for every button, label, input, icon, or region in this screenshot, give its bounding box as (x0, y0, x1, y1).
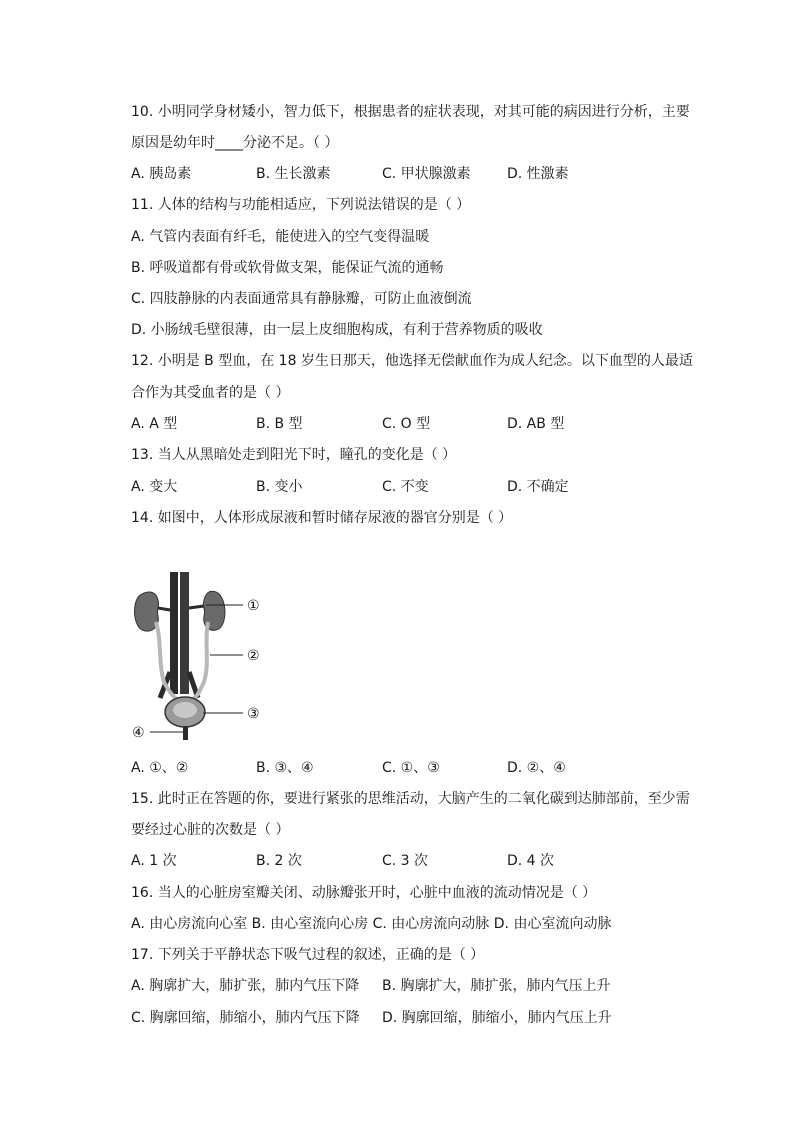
q10-options (131, 164, 651, 184)
figure-label-1: ① (247, 598, 260, 614)
q15-option-c[interactable]: C. 3 次 (382, 853, 429, 869)
q14-option-d[interactable]: D. ②、④ (507, 760, 566, 776)
q10-option-c[interactable]: C. 甲状腺激素 (382, 166, 471, 182)
q13-option-d[interactable]: D. 不确定 (507, 479, 569, 495)
q12-stem-line1: 12. 小明是 B 型血，在 18 岁生日那天，他选择无偿献血作为成人纪念。以下血型的人最适 (131, 353, 693, 369)
q17-option-d[interactable]: D. 胸廓回缩，肺缩小，肺内气压上升 (382, 1010, 612, 1026)
q15-option-b[interactable]: B. 2 次 (256, 853, 302, 869)
urethra-shape (183, 726, 188, 740)
q12-option-d[interactable]: D. AB 型 (507, 416, 565, 432)
q17-options-row2 (131, 1008, 651, 1028)
q11-option-a[interactable]: A. 气管内表面有纤毛，能使进入的空气变得温暖 (131, 229, 430, 245)
q11-option-d[interactable]: D. 小肠绒毛壁很薄，由一层上皮细胞构成，有利于营养物质的吸收 (131, 322, 543, 338)
q12-option-a[interactable]: A. A 型 (131, 416, 178, 432)
figure-label-3: ③ (247, 706, 260, 722)
q13-stem: 13. 当人从黑暗处走到阳光下时，瞳孔的变化是（ ） (131, 447, 457, 463)
q16-stem: 16. 当人的心脏房室瓣关闭、动脉瓣张开时，心脏中血液的流动情况是（ ） (131, 885, 597, 901)
q11-stem: 11. 人体的结构与功能相适应，下列说法错误的是（ ） (131, 197, 471, 213)
q17-option-a[interactable]: A. 胸廓扩大，肺扩张，肺内气压下降 (131, 978, 360, 994)
q13-option-a[interactable]: A. 变大 (131, 479, 178, 495)
q17-stem: 17. 下列关于平静状态下吸气过程的叙述，正确的是（ ） (131, 947, 485, 963)
q11-option-b[interactable]: B. 呼吸道都有骨或软骨做支架，能保证气流的通畅 (131, 260, 444, 276)
bladder-inner-shape (173, 702, 197, 718)
q15-stem-line2: 要经过心脏的次数是（ ） (131, 822, 290, 838)
q15-option-a[interactable]: A. 1 次 (131, 853, 177, 869)
q17-option-c[interactable]: C. 胸廓回缩，肺缩小，肺内气压下降 (131, 1010, 360, 1026)
q14-options (131, 758, 651, 778)
q14-option-a[interactable]: A. ①、② (131, 760, 189, 776)
urinary-system-figure (128, 572, 278, 744)
q10-stem-line1: 10. 小明同学身材矮小，智力低下，根据患者的症状表现，对其可能的病因进行分析，主要 (131, 104, 690, 120)
q17-option-b[interactable]: B. 胸廓扩大，肺扩张，肺内气压上升 (382, 978, 611, 994)
q10-option-d[interactable]: D. 性激素 (507, 166, 569, 182)
q17-options-row1 (131, 976, 651, 996)
q10-option-b[interactable]: B. 生长激素 (256, 166, 331, 182)
q10-stem-line2: 原因是幼年时____分泌不足。（ ） (131, 135, 339, 151)
figure-label-4: ④ (132, 725, 145, 741)
q15-option-d[interactable]: D. 4 次 (507, 853, 555, 869)
q15-options (131, 851, 651, 871)
q11-option-c[interactable]: C. 四肢静脉的内表面通常具有静脉瓣，可防止血液倒流 (131, 291, 472, 307)
q12-options (131, 414, 651, 434)
urinary-system-diagram (128, 572, 278, 744)
q12-stem-line2: 合作为其受血者的是（ ） (131, 385, 290, 401)
figure-label-2: ② (247, 648, 260, 664)
q14-option-c[interactable]: C. ①、③ (382, 760, 440, 776)
q13-option-b[interactable]: B. 变小 (256, 479, 303, 495)
q12-option-b[interactable]: B. B 型 (256, 416, 303, 432)
q10-option-a[interactable]: A. 胰岛素 (131, 166, 192, 182)
q16-options[interactable]: A. 由心房流向心室 B. 由心室流向心房 C. 由心房流向动脉 D. 由心室流向动脉 (131, 916, 612, 932)
q14-option-b[interactable]: B. ③、④ (256, 760, 314, 776)
q13-options (131, 477, 651, 497)
q15-stem-line1: 15. 此时正在答题的你，要进行紧张的思维活动，大脑产生的二氧化碳到达肺部前，至少需 (131, 791, 690, 807)
q14-stem: 14. 如图中，人体形成尿液和暂时储存尿液的器官分别是（ ） (131, 510, 513, 526)
q13-option-c[interactable]: C. 不变 (382, 479, 429, 495)
q12-option-c[interactable]: C. O 型 (382, 416, 431, 432)
